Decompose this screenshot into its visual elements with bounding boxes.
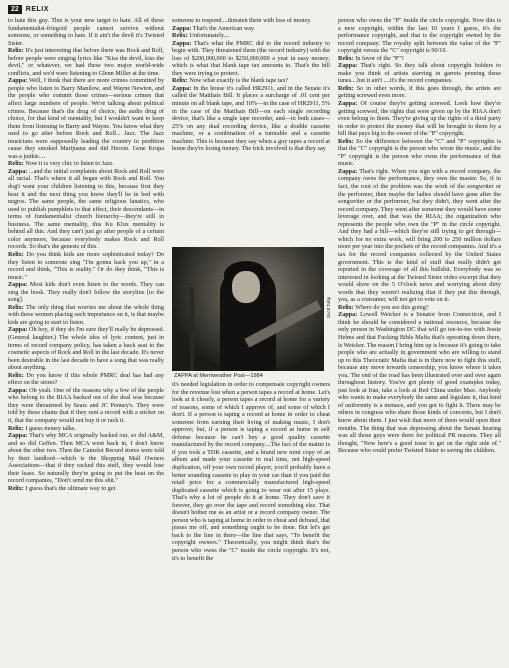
speaker-label: Zappa: bbox=[8, 386, 28, 394]
interview-paragraph bbox=[8, 326, 164, 371]
interview-paragraph bbox=[8, 251, 164, 281]
column-3 bbox=[338, 17, 501, 455]
interview-paragraph bbox=[338, 85, 501, 100]
page-number: 22 bbox=[8, 5, 22, 14]
interview-paragraph bbox=[172, 381, 330, 562]
interview-paragraph bbox=[338, 17, 501, 55]
paragraph-text: Where do you see this going? bbox=[355, 303, 429, 311]
paragraph-text: Now it is very chic to listen to Jazz. bbox=[25, 160, 114, 168]
speaker-label: Relix: bbox=[338, 137, 354, 145]
interview-paragraph bbox=[8, 160, 164, 168]
interview-paragraph bbox=[172, 77, 330, 85]
paragraph-text: someone to respond....threaten them with loss of money. bbox=[172, 17, 312, 24]
paragraph-text: to hate this guy. This is your new target to hate. All of these fundamentalist-fringoid people cannot survive without someone, or something to hate. If it ain't the devil it's Twisted Sister. bbox=[8, 17, 164, 47]
column-1 bbox=[8, 17, 164, 492]
paragraph-text: Do you think kids are more sophisticated today? Do they listen to someone sing "I'm gonna hack you up," in a record and think, "This is reality." Or do they think, "This is music." bbox=[8, 250, 164, 281]
interview-paragraph bbox=[8, 387, 164, 425]
interview-paragraph bbox=[8, 47, 164, 77]
speaker-label: Relix: bbox=[8, 160, 24, 168]
interview-paragraph bbox=[8, 281, 164, 304]
photo-caption: ZAPPA at Merriweather Post—1984 bbox=[174, 373, 263, 379]
interview-paragraph bbox=[8, 168, 164, 251]
interview-paragraph bbox=[172, 32, 330, 40]
speaker-label: Relix: bbox=[8, 250, 24, 258]
interview-paragraph bbox=[338, 168, 501, 304]
page-header bbox=[8, 5, 49, 14]
speaker-label: Relix: bbox=[8, 424, 24, 432]
paragraph-text: In the house it's called HR2911, and in the Senate it's called the Matthais Bill. It places a surcharge of .01 cent per minute on all blank tape, and 10%—in the case of HR2911, 5% in the case of the Matthais Bill—on each single recording device, that's like a single tape recorder, and—in both cases—25% on any dual recording device, like a double cassette machine, or a combination of a turntable and a cassette machine. This is because they say when a guy tapes a record at home they're losing money. The trick involved is that they say bbox=[172, 84, 330, 153]
speaker-label: Relix: bbox=[172, 32, 188, 40]
interview-paragraph bbox=[8, 425, 164, 433]
paragraph-text: It's just interesting that before there was Rock and Roll, before people were singing lyrics like "Kiss the devil, kiss the devil," or whatever, we had these two major world-wide conflicts, and we'd were listening to Glenn Miller at the time. bbox=[8, 47, 164, 77]
interview-paragraph bbox=[8, 485, 164, 493]
microphone-stand bbox=[190, 287, 194, 371]
speaker-label: Zappa: bbox=[338, 311, 358, 319]
speaker-label: Relix: bbox=[8, 484, 24, 492]
speaker-label: Zappa: bbox=[8, 77, 28, 85]
speaker-label: Relix: bbox=[338, 303, 354, 311]
interview-paragraph bbox=[8, 432, 164, 485]
column-2-top bbox=[172, 17, 330, 153]
paragraph-text: That's what the PMRC did to the record industry to begin with. They threatened them (the record industry) with the loss of $200,000,000 to $250,000,000 a year in easy money; which is what that blank tape tax amounts to. That's the bill they were trying to protect. bbox=[172, 39, 330, 77]
performer-face bbox=[232, 271, 260, 303]
speaker-label: Zappa: bbox=[172, 24, 192, 32]
paragraph-text: Well, I think that there are more crimes committed by people who listen to Barry Manilow, and Wayne Newton, and the people who commit those crimes—serious crimes that affect large numbers of people. We're talking about political crimes. Because that's the drug of choice, the audio drug of choice, for that kind of mentality, but I wouldn't want to keep them from listening to Barry and Wayne. You know what they used to go after before Rock and Roll... Jazz. The Jazz musicians were supposedly leading the country to perdition cause they smoked Marijuana and did Heroin. Gene Krupa was a junkie.... bbox=[8, 77, 164, 160]
paragraph-text: That's the American way. bbox=[192, 24, 256, 32]
interview-paragraph bbox=[338, 138, 501, 168]
paragraph-text: The only thing that worries me about the whole thing with these women placing such importance on it, is that maybe kids are going to start to listen. bbox=[8, 303, 164, 326]
column-2-bottom bbox=[172, 381, 330, 562]
speaker-label: Zappa: bbox=[172, 84, 192, 92]
paragraph-text: Of course they're getting screwed. Look how they're getting screwed, the rights that were given up by the RIAA don't even belong to them. They're giving up the rights of a third party in order to protect the money that will be brought to them by a bill that pays big to the owner of the "P" copyright. bbox=[338, 100, 502, 138]
speaker-label: Relix: bbox=[338, 84, 354, 92]
speaker-label: Zappa: bbox=[8, 326, 28, 334]
speaker-label: Relix: bbox=[8, 371, 24, 379]
paragraph-text: Oh yeah. One of the reasons why a few of the people who belong to the RIAA backed out of the deal was because they were threatened by Sears and JC Penney's. They were told by these chains that if they sent a record with a sticker on it, that the company would not buy it or rack it. bbox=[8, 386, 164, 424]
speaker-label: Relix: bbox=[8, 47, 24, 55]
interview-paragraph bbox=[8, 17, 164, 47]
paragraph-text: ...and the initial complaints about Rock and Roll were all racial. That's where it all began with Rock and Roll. You dog't want your children listening to this, because first they hear it and the next thing you know they'll be in bed with negros. The same people, the same religious fanatics, who used to publish pamphlets to that effect, their descendants—in terms of fundamentalist church hierarchy—they're still in business. The same mentality, this Ku Klux mentality is behind all this. And they can't just go after people of a certain color anymore, because everybody makes Rock and Roll records. So that's the genesis of this. bbox=[8, 167, 164, 251]
speaker-label: Relix: bbox=[338, 54, 354, 62]
interview-paragraph bbox=[338, 311, 501, 454]
speaker-label: Zappa: bbox=[8, 432, 28, 440]
zappa-photo bbox=[172, 247, 324, 371]
paragraph-text: Lowell Weicker is a Senator from Connecticut, and I think he should be considered a national resource, because the only person in Washington DC that will go toe-to-toe with Jessie Helms and that Fucking Bible Mafia that's operating down there, is Weicker. The reason I bring him up is because it's going to take people who are actually in government who are willing to stand up to this Theocratic Mafia that is in there now to fight this stuff, because any move towards censorship, you know where it takes you. The end of the road has been illustrated over and over again throughout history. You've got plenty of good examples today, just look at Iran, take a look at Red China under Mao. Anybody who wants to make everybody the same and legislate it, that kind of uniformity is a menace, and you got to fight it. There may be others in congress who share those kinds of concerns, but I don't know about them. I just wish that more of them would open their mouths. The thing that was depressing about the Senate hearing was all those guys were there for political PR reasons. They all thought, "Now here's a good issue to get on the right side of." Because who could prefer Twisted Sister to saving the children. bbox=[338, 311, 502, 455]
paragraph-text: So in other words, if this goes through, the artists are getting screwed even more. bbox=[338, 84, 502, 100]
interview-paragraph bbox=[338, 100, 501, 138]
speaker-label: Relix: bbox=[8, 303, 24, 311]
speaker-label: Zappa: bbox=[338, 100, 358, 108]
interview-paragraph bbox=[338, 55, 501, 63]
paragraph-text: So the difference between the "C" and "P" copyrights is that the "C" copyright is the person who wrote the music, and the "P" copyright is the person who owns the performance of that music. bbox=[338, 137, 501, 168]
paragraph-text: That's right. When you sign with a record company, the company owns the performance, they own the master. So, if in fact, the root of the problem was the work of the songwriter or the performer, then maybe the ladies should have gone after the songwriter or the performer, but they didn't, they went after the record company. They went after someone they would have some leverage over, and that was the RIAA; the organization who represents the people who own the "P" in the circle copyright. And they had a bill—which they're still trying to get through—which for no extra work, will bring 200 to 250 million dollars more per year into the pockets of the record companies. And it's a tax for the record companies collected by the United States government. This is the kind of stuff that really didn't get reported in the coverage of all this bullshit. Everybody was so interested in looking at the Twisted Sister video excerpt that they would show on the 5 O'clock news and worrying about dirty words that they weren't realizing that if they put this through, you, as a consumer, will not get to vote on it. bbox=[338, 167, 501, 304]
interview-paragraph bbox=[338, 304, 501, 312]
speaker-label: Zappa: bbox=[8, 281, 28, 289]
paragraph-text: it's needed legislation in order to compensate copyright owners for the revenue lost when a person tapes a record at home. Let's look at it closely, a person tapes a record at home for a variety of reasons, some of which I approve of, and some of which I don't. If a person is taping a record at home in order to cheat someone from earning their living of making music, I don't approve; but, if a person is taping a record at home in self defense because he can't buy a good quality cassette manufactured by the record company....The fact of the matter is if you took a TDK cassette, and a brand new mint copy of an album and made your cassette in real time, not high-speed duplication, off your own record player, you'd probably have a better sounding cassette to play in your car than if you paid the retail price for a commercially manufactured high-speed duplicated cassette which is going to wear out after 15 plays. That's why a lot of people do it at home. They don't save it forever, they go over the tape and record something else. That doesn't bother me as an artist or a record company owner. The person who is taping at home in order to cheat and defraud, that pisses me off, and something ought to be done. But let's get back to the line in there—the line that says, "To benefit the copyright owners." Theoretically, you might think that's the person who owns the "C" inside the circle copyright. It's not, it's to benefit the bbox=[172, 381, 330, 562]
speaker-label: Zappa: bbox=[8, 167, 28, 175]
photo-credit: Scott Tobp bbox=[326, 296, 331, 318]
interview-paragraph bbox=[172, 17, 330, 25]
speaker-label: Relix: bbox=[172, 77, 188, 85]
paragraph-text: In favor of the "P"? bbox=[355, 54, 404, 62]
paragraph-text: Now what exactly is the blank tape tax? bbox=[189, 77, 289, 85]
speaker-label: Zappa: bbox=[338, 167, 358, 175]
paragraph-text: person who owns the "P" inside the circle copyright. Now this is a new copyright, within the last 10 years I guess, it's the performance copyright, and that is the copyright owned by the record company. The royalty split between the value of the "P" copyright versus the "C" copyright is 90/10. bbox=[338, 17, 501, 55]
paragraph-text: I guess money talks. bbox=[25, 424, 76, 432]
paragraph-text: That's why MCA originally backed out, so did A&M, and so did Geffen. Then MCA went back in, I don't know about the other two. Then the Camelot Record stores were told by their landlord—which is the Shopping Mall Owners Associations—that if they racked this stuff, they would lose their lease. So naturally they're going to put the heat on the record companies, "Don't send me this shit." bbox=[8, 432, 164, 485]
speaker-label: Zappa: bbox=[172, 39, 192, 47]
interview-paragraph bbox=[172, 85, 330, 153]
paragraph-text: Unfortunately.... bbox=[189, 32, 230, 40]
speaker-label: Zappa: bbox=[338, 62, 358, 70]
interview-paragraph bbox=[8, 77, 164, 160]
paragraph-text: Do you know if this whole PMRC deal has had any effect on the stores? bbox=[8, 371, 164, 387]
paragraph-text: I guess that's the ultimate way to get bbox=[25, 484, 116, 492]
interview-paragraph bbox=[8, 304, 164, 327]
paragraph-text: Oh boy, if they do I'm sure they'll really be depressed. (General laughter.) The whole idea of lyric content, just in terms of record company policy, has taken a back seat to the cosmetic aspects of Rock and Roll in the last decade. It's never been desirable in the last decade to have a song that was really about anything. bbox=[8, 326, 165, 372]
interview-paragraph bbox=[172, 25, 330, 33]
magazine-title: RELIX bbox=[25, 6, 49, 13]
interview-paragraph bbox=[338, 62, 501, 85]
paragraph-text: Most kids don't even listen to the words. They can sing the hook. They really don't follow the storyline [to the song]. bbox=[8, 281, 165, 304]
interview-paragraph bbox=[8, 372, 164, 387]
interview-paragraph bbox=[172, 40, 330, 78]
paragraph-text: That's right. So they talk about copyright holders to make you think of artists starving in garrets penning these tunes....but it ain't ....it's the record companies. bbox=[338, 62, 501, 85]
